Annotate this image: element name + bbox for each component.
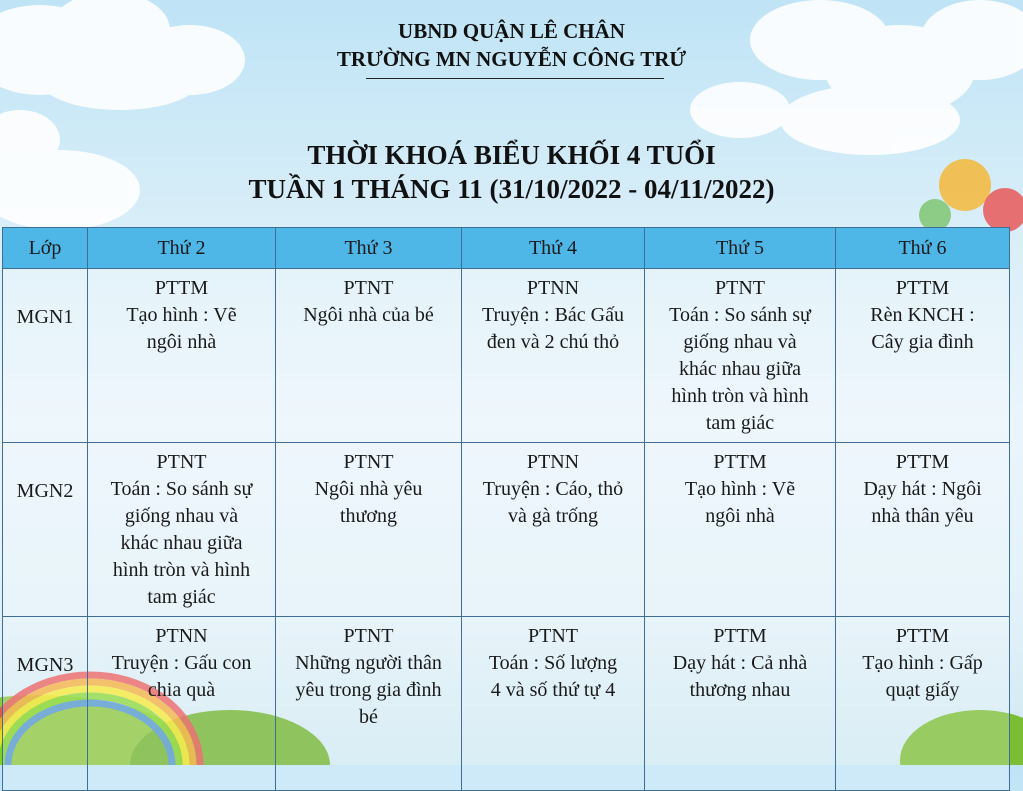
- lesson-cell: [462, 269, 645, 443]
- lesson-detail: tam giác: [147, 586, 216, 608]
- lesson-subject: PTNT: [715, 277, 765, 299]
- lesson-detail: Ngôi nhà của bé: [303, 304, 434, 326]
- lesson-subject: PTNT: [528, 625, 578, 647]
- table-row: [3, 269, 1010, 443]
- organization-name: UBND QUẬN LÊ CHÂN: [398, 19, 625, 43]
- page-title: THỜI KHOÁ BIỂU KHỐI 4 TUỔI: [307, 140, 716, 170]
- table-header-row: [3, 228, 1010, 269]
- class-name-cell: MGN1: [3, 269, 88, 443]
- column-header: Lớp: [3, 228, 88, 269]
- lesson-detail: Dạy hát : Cả nhà: [672, 652, 808, 674]
- lesson-subject: PTNT: [343, 625, 394, 647]
- lesson-detail: Ngôi nhà yêu: [314, 478, 423, 500]
- lesson-detail: giống nhau và: [683, 331, 797, 353]
- lesson-detail: hình tròn và hình: [112, 559, 251, 581]
- page-subtitle: TUẦN 1 THÁNG 11 (31/10/2022 - 04/11/2022): [248, 174, 775, 204]
- class-name-cell: MGN3: [3, 617, 88, 791]
- lesson-subject: PTTM: [895, 625, 950, 647]
- lesson-cell: [645, 269, 836, 443]
- lesson-detail: Truyện : Cáo, thỏ: [482, 478, 624, 500]
- lesson-detail: chia quà: [147, 679, 216, 701]
- lesson-detail: 4 và số thứ tự 4: [490, 679, 616, 701]
- lesson-cell: [836, 269, 1010, 443]
- lesson-cell: [836, 617, 1010, 791]
- column-header: Thứ 6: [836, 228, 1010, 269]
- lesson-subject: PTTM: [713, 625, 767, 647]
- lesson-cell: [88, 269, 276, 443]
- lesson-detail: Tạo hình : Vẽ: [684, 478, 796, 500]
- table-row: [3, 617, 1010, 791]
- lesson-detail: bé: [359, 706, 378, 728]
- lesson-subject: PTNN: [526, 451, 580, 473]
- column-header: Thứ 4: [462, 228, 645, 269]
- lesson-detail: quạt giấy: [885, 679, 960, 701]
- lesson-cell: [276, 617, 462, 791]
- lesson-subject: PTTM: [895, 451, 950, 473]
- lesson-subject: PTTM: [895, 277, 950, 299]
- lesson-detail: Truyện : Gấu con: [111, 652, 252, 674]
- lesson-detail: giống nhau và: [124, 505, 239, 527]
- lesson-detail: Toán : Số lượng: [488, 652, 618, 674]
- lesson-detail: ngôi nhà: [146, 331, 217, 353]
- lesson-subject: PTNT: [343, 451, 394, 473]
- column-header: Thứ 5: [645, 228, 836, 269]
- lesson-cell: [462, 443, 645, 617]
- lesson-subject: PTTM: [713, 451, 767, 473]
- timetable: [2, 227, 1010, 791]
- lesson-cell: [88, 443, 276, 617]
- lesson-detail: Rèn KNCH :: [870, 304, 975, 326]
- lesson-detail: tam giác: [705, 412, 775, 434]
- lesson-subject: PTNN: [526, 277, 580, 299]
- lesson-cell: [645, 443, 836, 617]
- lesson-cell: [276, 443, 462, 617]
- lesson-detail: và gà trống: [508, 505, 598, 527]
- lesson-detail: đen và 2 chú thỏ: [486, 331, 620, 353]
- lesson-subject: PTNT: [156, 451, 207, 473]
- lesson-detail: yêu trong gia đình: [295, 679, 442, 701]
- lesson-detail: khác nhau giữa: [120, 532, 243, 554]
- lesson-cell: [276, 269, 462, 443]
- lesson-detail: Toán : So sánh sự: [669, 304, 811, 326]
- lesson-detail: Toán : So sánh sự: [110, 478, 253, 500]
- class-name-cell: MGN2: [3, 443, 88, 617]
- lesson-detail: nhà thân yêu: [871, 505, 974, 527]
- school-name: TRƯỜNG MN NGUYỄN CÔNG TRỨ: [336, 47, 687, 71]
- lesson-detail: thương: [340, 505, 397, 527]
- lesson-detail: thương nhau: [689, 679, 791, 701]
- lesson-detail: hình tròn và hình: [671, 385, 809, 407]
- lesson-subject: PTNN: [155, 625, 208, 647]
- lesson-subject: PTNT: [343, 277, 394, 299]
- lesson-detail: ngôi nhà: [705, 505, 775, 527]
- lesson-detail: Dạy hát : Ngôi: [863, 478, 982, 500]
- lesson-detail: Tạo hình : Vẽ: [126, 304, 237, 326]
- table-row: [3, 443, 1010, 617]
- lesson-cell: [645, 617, 836, 791]
- header-divider: [366, 78, 664, 79]
- lesson-cell: [462, 617, 645, 791]
- lesson-subject: PTTM: [154, 277, 209, 299]
- lesson-detail: Truyện : Bác Gấu: [481, 304, 625, 326]
- column-header: Thứ 3: [276, 228, 462, 269]
- lesson-detail: Tạo hình : Gấp: [862, 652, 983, 674]
- column-header: Thứ 2: [88, 228, 276, 269]
- lesson-detail: Những người thân: [295, 652, 442, 674]
- lesson-detail: Cây gia đình: [871, 331, 974, 353]
- lesson-cell: [88, 617, 276, 791]
- lesson-detail: khác nhau giữa: [679, 358, 801, 380]
- lesson-cell: [836, 443, 1010, 617]
